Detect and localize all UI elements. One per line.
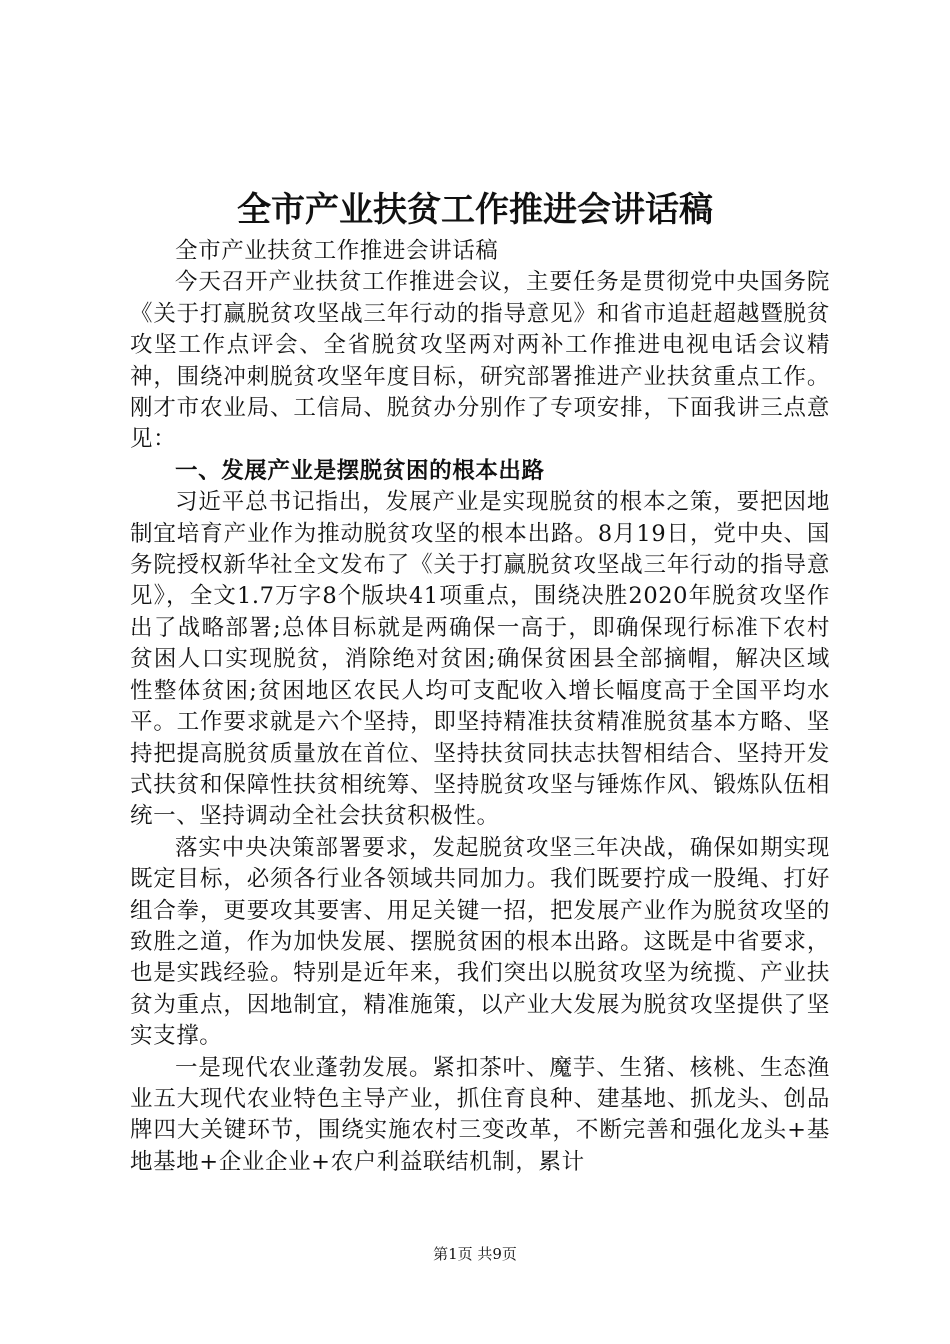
paragraph-body: 落实中央决策部署要求，发起脱贫攻坚三年决战，确保如期实现既定目标，必须各行业各领域共同加力。我们既要拧成一股绳、打好组合拳，更要攻其要害、用足关键一招，把发展产业作为脱贫攻坚的致胜之道，作为加快发展、摆脱贫困的根本出路。这既是中省要求，也是实践经验。特别是近年来，我们突出以脱贫攻坚为统揽、产业扶贫为重点，因地制宜，精准施策，以产业大发展为脱贫攻坚提供了坚实支撑。 <box>130 834 830 1050</box>
paragraph-body: 习近平总书记指出，发展产业是实现脱贫的根本之策，要把因地制宜培育产业作为推动脱贫攻坚的根本出路。8月19日，党中央、国务院授权新华社全文发布了《关于打赢脱贫攻坚战三年行动的指导意见》，全文1.7万字8个版块41项重点，围绕决胜2020年脱贫攻坚作出了战略部署;总体目标就是两确保一高于，即确保现行标准下农村贫困人口实现脱贫，消除绝对贫困;确保贫困县全部摘帽，解决区域性整体贫困;贫困地区农民人均可支配收入增长幅度高于全国平均水平。工作要求就是六个坚持，即坚持精准扶贫精准脱贫基本方略、坚持把提高脱贫质量放在首位、坚持扶贫同扶志扶智相结合、坚持开发式扶贫和保障性扶贫相统筹、坚持脱贫攻坚与锤炼作风、锻炼队伍相统一、坚持调动全社会扶贫积极性。 <box>130 489 830 830</box>
paragraph-subtitle: 全市产业扶贫工作推进会讲话稿 <box>175 238 499 264</box>
paragraph-body: 一是现代农业蓬勃发展。紧扣茶叶、魔芋、生猪、核桃、生态渔业五大现代农业特色主导产业，抓住育良种、建基地、抓龙头、创品牌四大关键环节，围绕实施农村三变改革，不断完善和强化龙头+基地基地+企业企业+农户利益联结机制，累计 <box>130 1054 830 1175</box>
paragraph-intro: 今天召开产业扶贫工作推进会议，主要任务是贯彻党中央国务院《关于打赢脱贫攻坚战三年行动的指导意见》和省市追赶超越暨脱贫攻坚工作点评会、全省脱贫攻坚两对两补工作推进电视电话会议精神，围绕冲刺脱贫攻坚年度目标，研究部署推进产业扶贫重点工作。刚才市农业局、工信局、脱贫办分别作了专项安排，下面我讲三点意见： <box>130 269 830 453</box>
document-title: 全市产业扶贫工作推进会讲话稿 <box>237 190 713 230</box>
page-number-footer: 第1页 共9页 <box>433 1245 517 1263</box>
section-heading-1: 一、发展产业是摆脱贫困的根本出路 <box>175 457 545 484</box>
document-body <box>130 236 830 1178</box>
